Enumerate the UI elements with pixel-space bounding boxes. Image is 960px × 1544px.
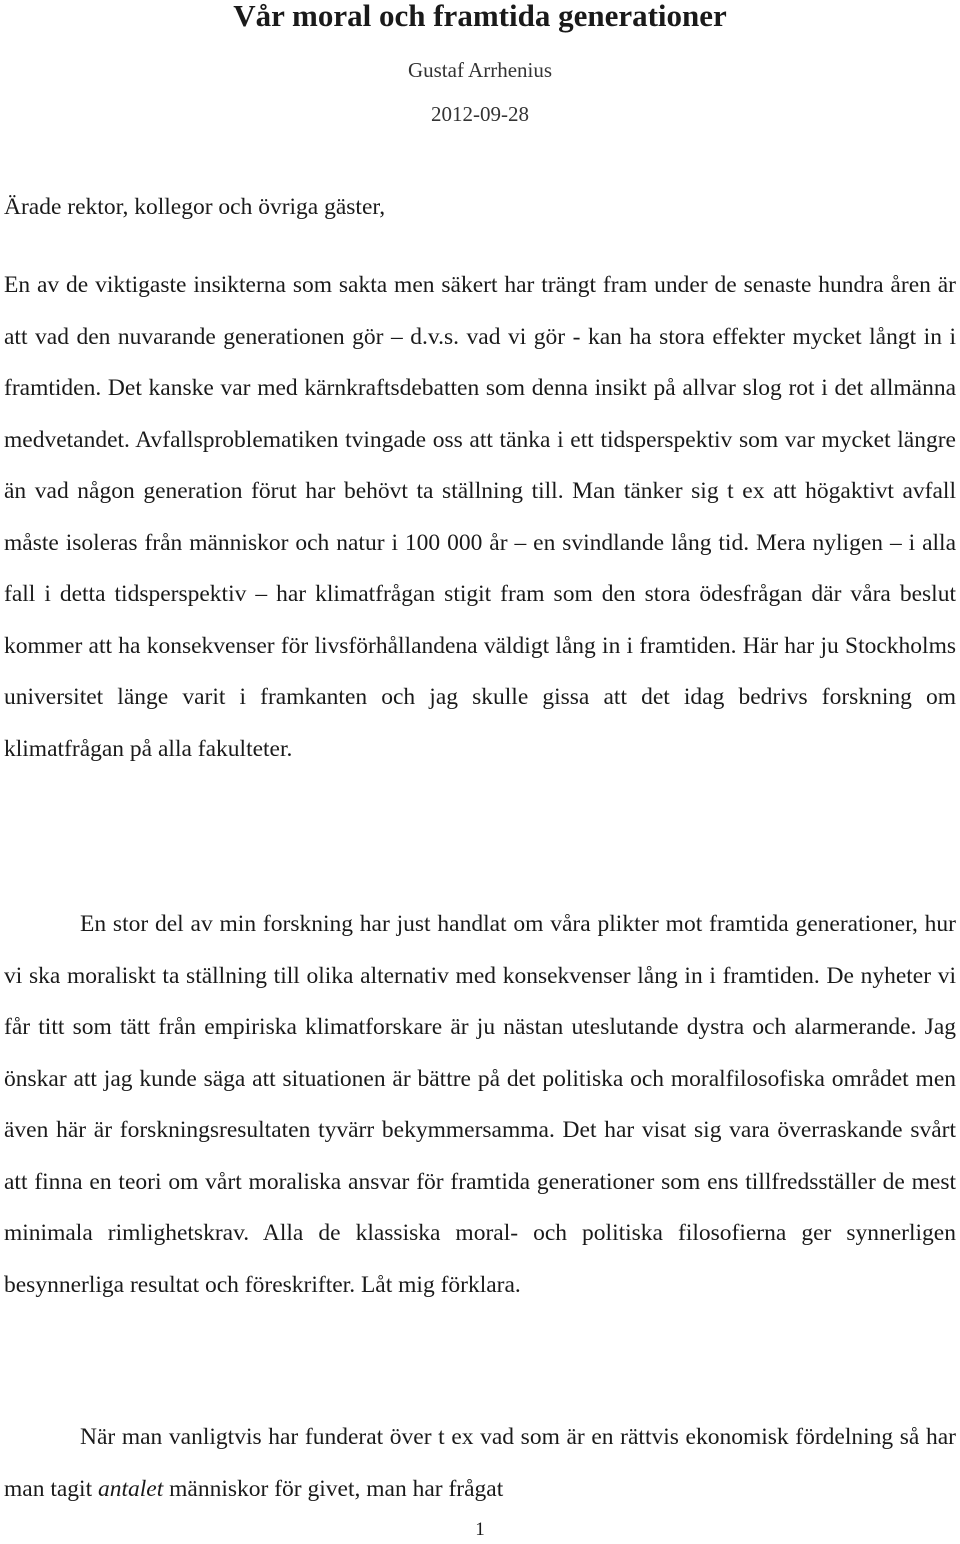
paragraph-3-text-end: människor för givet, man har frågat [163, 1475, 504, 1502]
greeting: Ärade rektor, kollegor och övriga gäster, [4, 194, 386, 220]
paragraph-2: En stor del av min forskning har just handlat om våra plikter mot framtida generationer, hur vi ska moraliskt ta ställning till olika alternativ med konsekvenser lång in i framtiden. De nyheter vi får titt som tätt från empiriska klimatforskare är ju nästan uteslutande dystra och alarmerande. Jag önskar att jag kunde säga att situationen är bättre på det politiska och moralfilosofiska området men även här är forskningsresultaten tyvärr bekymmersamma. Det har visat sig vara överraskande svårt att finna en teori om vårt moraliska ansvar för framtida generationer som ens tillfredsställer de mest minimala rimlighetskrav. Alla de klassiska moral- och politiska filosofierna ger synnerligen besynnerliga resultat och föreskrifter. Låt mig förklara. [4, 911, 956, 1298]
document-title: Vår moral och framtida generationer [233, 0, 727, 33]
paragraph-3 [4, 1412, 956, 1515]
paragraph-1: En av de viktigaste insikterna som sakta men säkert har trängt fram under de senaste hundra åren är att vad den nuvarande generationen gör – d.v.s. vad vi gör - kan ha stora effekter mycket långt in i framtiden. Det kanske var med kärnkraftsdebatten som denna insikt på allvar slog rot i det allmänna medvetandet. Avfallsproblematiken tvingade oss att tänka i ett tidsperspektiv som var mycket längre än vad någon generation förut har behövt ta ställning till. Man tänker sig t ex att högaktivt avfall måste isoleras från människor och natur i 100 000 år – en svindlande lång tid. Mera nyligen – i alla fall i detta tidsperspektiv – har klimatfrågan stigit fram som den stora ödesfrågan där våra beslut kommer att ha konsekvenser för livsförhållandena väldigt lång in i framtiden. Här har ju Stockholms universitet länge varit i framkanten och jag skulle gissa att det idag bedrivs forskning om klimatfrågan på alla fakulteter. [4, 272, 956, 762]
author-name: Gustaf Arrhenius [407, 58, 553, 82]
document-date: 2012-09-28 [431, 102, 529, 126]
page-number: 1 [475, 1519, 485, 1540]
paragraph-3-text-start: När man vanligtvis har funderat över t ex vad som är en rättvis ekonomisk fördelning så har man tagit [4, 1424, 956, 1502]
paragraph-3-emphasis: antalet [97, 1475, 164, 1502]
